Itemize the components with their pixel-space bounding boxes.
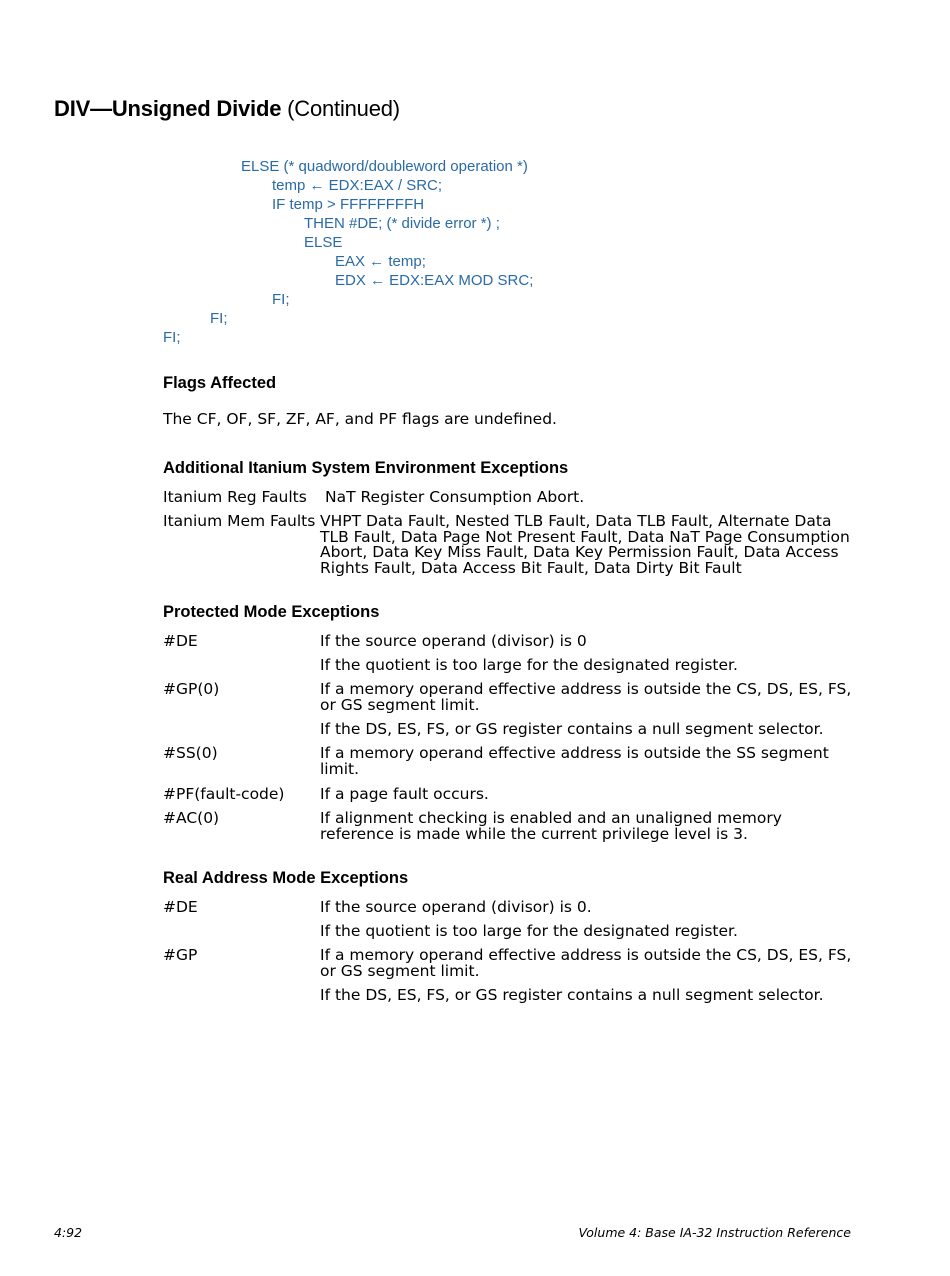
itanium-heading: Additional Itanium System Environment Exceptions (163, 459, 569, 477)
exception-desc: If a memory operand effective address is outside the CS, DS, ES, FS, or GS segment limit. (320, 680, 852, 714)
code-line: FI; (272, 291, 290, 308)
exception-label: Itanium Reg Faults (163, 488, 307, 506)
code-line: FI; (210, 310, 228, 327)
page-number: 4:92 (54, 1225, 83, 1240)
exception-desc: If a page fault occurs. (320, 785, 489, 803)
code-line: IF temp > FFFFFFFFH (272, 196, 425, 213)
code-line: FI; (163, 329, 181, 346)
exception-desc: If a memory operand effective address is outside the CS, DS, ES, FS, or GS segment limit. (320, 946, 852, 980)
real-heading: Real Address Mode Exceptions (163, 869, 409, 887)
exception-label: #GP (163, 946, 198, 964)
exception-desc: If alignment checking is enabled and an unaligned memory reference is made while the current privilege level is 3. (320, 809, 782, 843)
exception-desc: If the quotient is too large for the designated register. (320, 922, 738, 940)
code-line: EDX ← EDX:EAX MOD SRC; (335, 272, 534, 289)
exception-label: #DE (163, 898, 198, 916)
page-title-main: DIV—Unsigned Divide (54, 96, 282, 121)
code-line: ELSE (304, 234, 343, 251)
protected-heading: Protected Mode Exceptions (163, 603, 380, 621)
code-line: ELSE (* quadword/doubleword operation *) (241, 158, 528, 175)
exception-label: #DE (163, 632, 198, 650)
footer-doc-title: Volume 4: Base IA-32 Instruction Reference (578, 1225, 851, 1240)
exception-label: #GP(0) (163, 680, 220, 698)
exception-label: #SS(0) (163, 744, 218, 762)
exception-desc: If a memory operand effective address is outside the SS segment limit. (320, 744, 829, 778)
exception-desc: VHPT Data Fault, Nested TLB Fault, Data TLB Fault, Alternate Data TLB Fault, Data Page Not Present Fault, Data NaT Page Consumption Abort, Data Key Miss Fault, Data Key Permission Fault, Data Access Rights Fault, Data Access Bit Fault, Data Dirty Bit Fault (320, 512, 850, 577)
code-line: THEN #DE; (* divide error *) ; (304, 215, 500, 232)
exception-label: #PF(fault-code) (163, 785, 285, 803)
code-line: temp ← EDX:EAX / SRC; (272, 177, 443, 194)
exception-desc: NaT Register Consumption Abort. (325, 488, 585, 506)
flags-heading: Flags Affected (163, 374, 277, 392)
exception-desc: If the quotient is too large for the designated register. (320, 656, 738, 674)
exception-desc: If the DS, ES, FS, or GS register contains a null segment selector. (320, 986, 824, 1004)
page-title-suffix: (Continued) (287, 96, 400, 121)
flags-text: The CF, OF, SF, ZF, AF, and PF flags are undefined. (163, 410, 557, 428)
exception-label: #AC(0) (163, 809, 220, 827)
exception-desc: If the DS, ES, FS, or GS register contains a null segment selector. (320, 720, 824, 738)
exception-desc: If the source operand (divisor) is 0. (320, 898, 592, 916)
exception-desc: If the source operand (divisor) is 0 (320, 632, 587, 650)
code-line: EAX ← temp; (335, 253, 426, 270)
exception-label: Itanium Mem Faults (163, 512, 316, 530)
page-title (54, 96, 400, 122)
